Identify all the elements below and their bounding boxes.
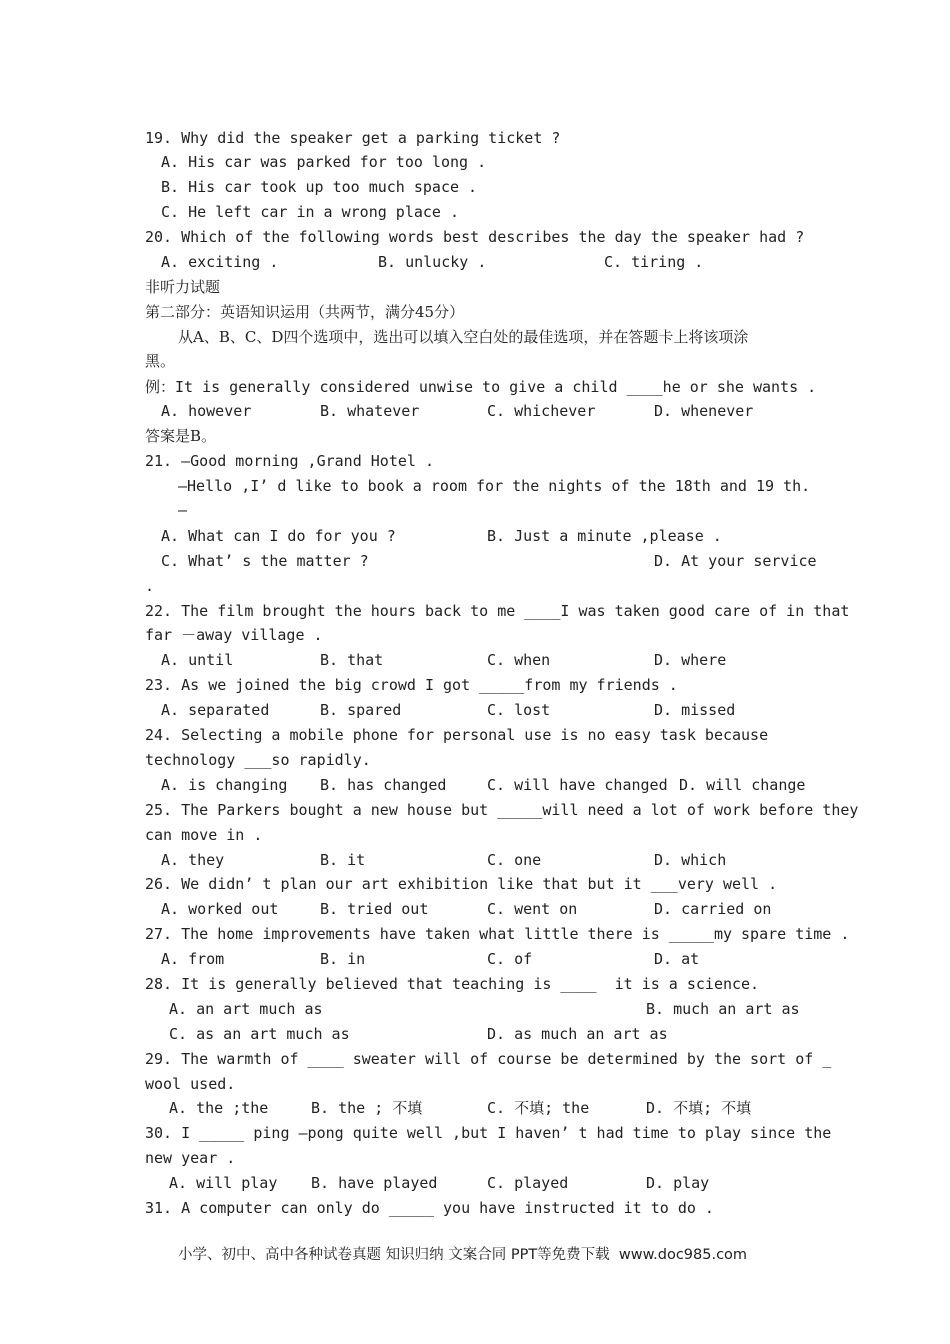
section-heading-part-two: 第二部分：英语知识运用（共两节，满分45分） xyxy=(145,303,465,321)
q22-option-b: B. that xyxy=(320,651,384,669)
q29-option-d: D. 不填; 不填 xyxy=(646,1099,752,1117)
q19-option-a: A. His car was parked for too long . xyxy=(161,153,487,171)
section-heading-non-listening: 非听力试题 xyxy=(145,278,221,296)
q30-option-b: B. have played xyxy=(311,1174,438,1192)
q26-option-d: D. carried on xyxy=(654,900,772,918)
example-option-a: A. however xyxy=(161,402,252,420)
q22-option-d: D. where xyxy=(654,651,727,669)
question-24: 24. Selecting a mobile phone for personal use is no easy task because xyxy=(145,726,769,744)
question-30-cont: new year . xyxy=(145,1149,236,1167)
question-21: 21. —Good morning ,Grand Hotel . xyxy=(145,452,434,470)
question-29-cont: wool used. xyxy=(145,1075,236,1093)
q28-option-a: A. an art much as xyxy=(169,1000,323,1018)
q21-option-d: D. At your service xyxy=(654,552,817,570)
q27-option-b: B. in xyxy=(320,950,366,968)
q23-option-c: C. lost xyxy=(487,701,551,719)
question-22-cont: far －away village . xyxy=(145,626,323,644)
q23-option-a: A. separated xyxy=(161,701,270,719)
q25-option-d: D. which xyxy=(654,851,727,869)
q28-option-c: C. as an art much as xyxy=(169,1025,350,1043)
q28-option-d: D. as much an art as xyxy=(487,1025,668,1043)
q27-option-a: A. from xyxy=(161,950,225,968)
question-19: 19. Why did the speaker get a parking ticket ? xyxy=(145,129,561,147)
q21-option-d-period: . xyxy=(145,577,155,595)
q24-option-b: B. has changed xyxy=(320,776,447,794)
question-23: 23. As we joined the big crowd I got _____from my friends . xyxy=(145,676,678,694)
q25-option-b: B. it xyxy=(320,851,366,869)
example-option-b: B. whatever xyxy=(320,402,420,420)
q19-option-c: C. He left car in a wrong place . xyxy=(161,203,460,221)
q24-option-d: D. will change xyxy=(679,776,806,794)
q24-option-c: C. will have changed xyxy=(487,776,668,794)
q29-option-a: A. the ;the xyxy=(169,1099,269,1117)
example-question: 例：It is generally considered unwise to give a child ____he or she wants . xyxy=(145,378,817,396)
q30-option-d: D. play xyxy=(646,1174,710,1192)
q20-option-c: C. tiring . xyxy=(604,253,704,271)
example-option-c: C. whichever xyxy=(487,402,596,420)
question-25: 25. The Parkers bought a new house but _____will need a lot of work before they xyxy=(145,801,859,819)
question-29: 29. The warmth of ____ sweater will of course be determined by the sort of _ xyxy=(145,1050,832,1068)
page-footer: 小学、初中、高中各种试卷真题 知识归纳 文案合同 PPT等免费下载 www.doc985.com xyxy=(178,1247,748,1263)
q23-option-b: B. spared xyxy=(320,701,402,719)
question-28: 28. It is generally believed that teaching is ____ it is a science. xyxy=(145,975,760,993)
q25-option-c: C. one xyxy=(487,851,542,869)
q28-option-b: B. much an art as xyxy=(646,1000,800,1018)
question-30: 30. I _____ ping —pong quite well ,but I haven’ t had time to play since the xyxy=(145,1124,832,1142)
example-option-d: D. whenever xyxy=(654,402,754,420)
question-26: 26. We didn’ t plan our art exhibition like that but it ___very well . xyxy=(145,875,778,893)
q25-option-a: A. they xyxy=(161,851,225,869)
q30-option-c: C. played xyxy=(487,1174,569,1192)
q22-option-a: A. until xyxy=(161,651,234,669)
q20-option-b: B. unlucky . xyxy=(378,253,487,271)
instructions-line-2: 黑。 xyxy=(145,352,176,370)
q21-dialogue-line-2: —Hello ,I’ d like to book a room for the nights of the 18th and 19 th. xyxy=(178,477,811,495)
example-answer: 答案是B。 xyxy=(145,427,217,445)
q19-option-b: B. His car took up too much space . xyxy=(161,178,478,196)
question-20: 20. Which of the following words best describes the day the speaker had ? xyxy=(145,228,805,246)
q24-option-a: A. is changing xyxy=(161,776,288,794)
q29-option-b: B. the ; 不填 xyxy=(311,1099,423,1117)
q20-option-a: A. exciting . xyxy=(161,253,279,271)
question-25-cont: can move in . xyxy=(145,826,263,844)
q21-dialogue-line-3: — xyxy=(178,501,188,519)
question-31: 31. A computer can only do _____ you have instructed it to do . xyxy=(145,1199,714,1217)
q29-option-c: C. 不填; the xyxy=(487,1099,590,1117)
q27-option-d: D. at xyxy=(654,950,700,968)
q21-option-c: C. What’ s the matter ? xyxy=(161,552,369,570)
q26-option-a: A. worked out xyxy=(161,900,279,918)
q23-option-d: D. missed xyxy=(654,701,736,719)
q22-option-c: C. when xyxy=(487,651,551,669)
q21-option-b: B. Just a minute ,please . xyxy=(487,527,722,545)
q26-option-c: C. went on xyxy=(487,900,578,918)
instructions-line-1: 从A、B、C、D四个选项中，选出可以填入空白处的最佳选项，并在答题卡上将该项涂 xyxy=(178,328,749,346)
q21-option-a: A. What can I do for you ? xyxy=(161,527,396,545)
q27-option-c: C. of xyxy=(487,950,533,968)
q26-option-b: B. tried out xyxy=(320,900,429,918)
question-27: 27. The home improvements have taken what little there is _____my spare time . xyxy=(145,925,850,943)
q30-option-a: A. will play xyxy=(169,1174,278,1192)
question-22: 22. The film brought the hours back to me ____I was taken good care of in that xyxy=(145,602,850,620)
question-24-cont: technology ___so rapidly. xyxy=(145,751,371,769)
